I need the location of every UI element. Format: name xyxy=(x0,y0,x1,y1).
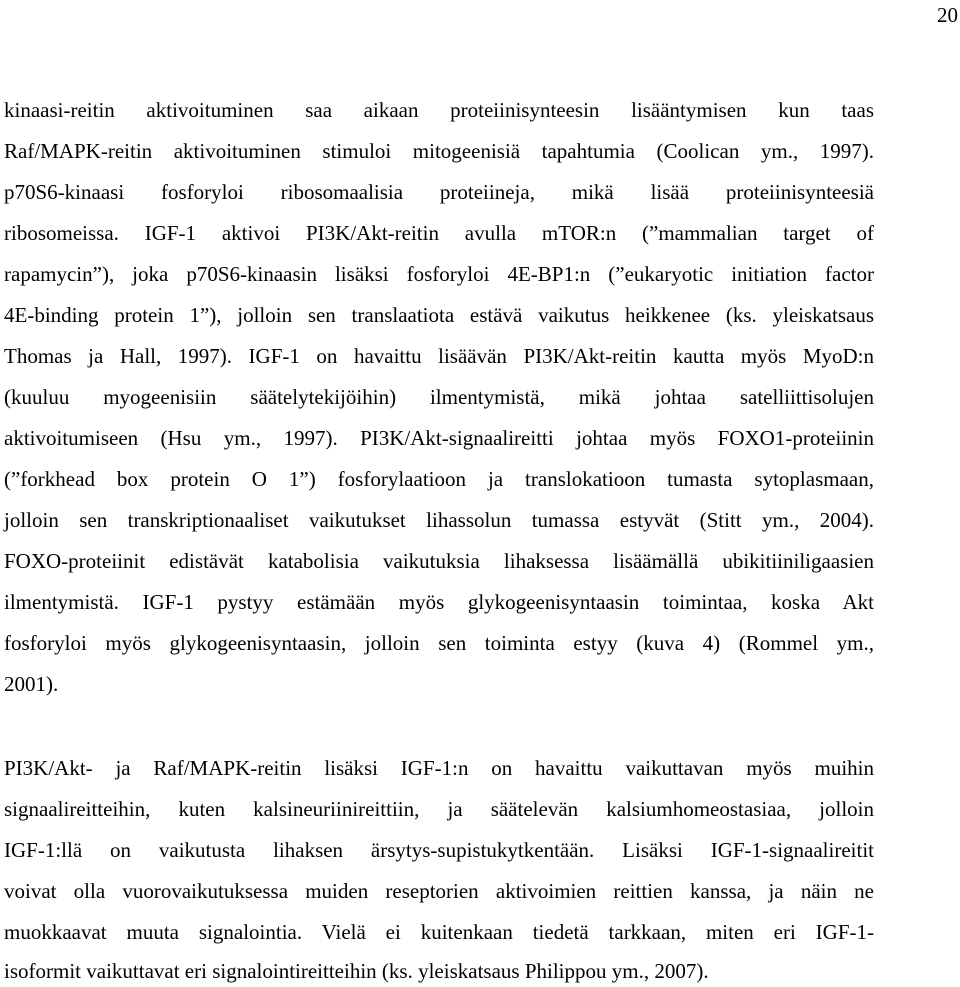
text-line: kinaasi-reitin aktivoituminen saa aikaan proteiinisynteesin lisääntymisen kun taas xyxy=(4,98,874,122)
text-line: Raf/MAPK-reitin aktivoituminen stimuloi mitogeenisiä tapahtumia (Coolican ym., 1997). xyxy=(4,139,874,163)
text-line: PI3K/Akt- ja Raf/MAPK-reitin lisäksi IGF-1:n on havaittu vaikuttavan myös muihin xyxy=(4,756,874,780)
text-line: 4E-binding protein 1”), jolloin sen translaatiota estävä vaikutus heikkenee (ks. yleiskatsaus xyxy=(4,303,874,327)
text-line: aktivoitumiseen (Hsu ym., 1997). PI3K/Akt-signaalireitti johtaa myös FOXO1-proteiinin xyxy=(4,426,874,450)
text-line: ribosomeissa. IGF-1 aktivoi PI3K/Akt-reitin avulla mTOR:n (”mammalian target of xyxy=(4,221,874,245)
text-line: isoformit vaikuttavat eri signalointireitteihin (ks. yleiskatsaus Philippou ym., 2007). xyxy=(4,959,709,983)
text-line: jolloin sen transkriptionaaliset vaikutukset lihassolun tumassa estyvät (Stitt ym., 2004). xyxy=(4,508,874,532)
text-line: p70S6-kinaasi fosforyloi ribosomaalisia proteiineja, mikä lisää proteiinisynteesiä xyxy=(4,180,874,204)
text-line: voivat olla vuorovaikutuksessa muiden reseptorien aktivoimien reittien kanssa, ja näin ne xyxy=(4,879,874,903)
text-line: rapamycin”), joka p70S6-kinaasin lisäksi fosforyloi 4E-BP1:n (”eukaryotic initiation factor xyxy=(4,262,874,286)
text-line: muokkaavat muuta signalointia. Vielä ei kuitenkaan tiedetä tarkkaan, miten eri IGF-1- xyxy=(4,920,874,944)
page-number: 20 xyxy=(937,3,958,27)
text-line: Thomas ja Hall, 1997). IGF-1 on havaittu lisäävän PI3K/Akt-reitin kautta myös MyoD:n xyxy=(4,344,874,368)
text-line: IGF-1:llä on vaikutusta lihaksen ärsytys-supistukytkentään. Lisäksi IGF-1-signaalireitit xyxy=(4,838,874,862)
text-line: 2001). xyxy=(4,672,59,696)
text-line: signaalireitteihin, kuten kalsineuriinireittiin, ja säätelevän kalsiumhomeostasiaa, jolloin xyxy=(4,797,874,821)
text-line: (”forkhead box protein O 1”) fosforylaatioon ja translokatioon tumasta sytoplasmaan, xyxy=(4,467,874,491)
text-line: fosforyloi myös glykogeenisyntaasin, jolloin sen toiminta estyy (kuva 4) (Rommel ym., xyxy=(4,631,874,655)
text-line: FOXO-proteiinit edistävät katabolisia vaikutuksia lihaksessa lisäämällä ubikitiiniligaasien xyxy=(4,549,874,573)
text-line: (kuuluu myogeenisiin säätelytekijöihin) ilmentymistä, mikä johtaa satelliittisolujen xyxy=(4,385,874,409)
text-line: ilmentymistä. IGF-1 pystyy estämään myös glykogeenisyntaasin toimintaa, koska Akt xyxy=(4,590,874,614)
